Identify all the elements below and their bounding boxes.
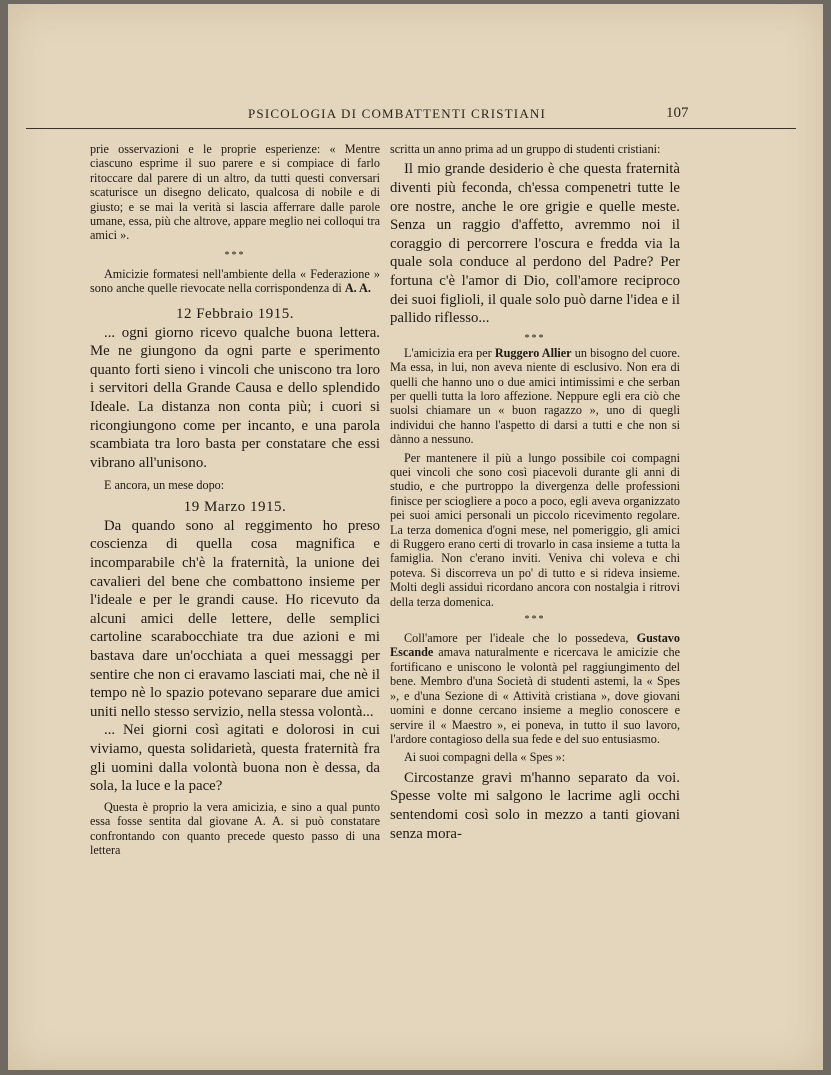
- correspondent-name: A. A.: [344, 281, 371, 296]
- letter-excerpt-5: Circostanze gravi m'hanno separato da voi. Spesse volte mi salgono le lacrime agli occhi sentendomi così solo in mezzo a tanti giovani senza mora-: [390, 769, 680, 842]
- right-paragraph-3: Per mantenere il più a lungo possibile coi compagni quei vincoli che sono così piacevoli durante gli anni di studio, e che purtroppo la divergenza delle professioni finisce per sciogliere a poco a poco, egli aveva organizzato pei suoi amici personali un piccolo ricevimento regolare. La terza domenica d'ogni mese, nel pomeriggio, gli amici di Ruggero erano certi di trovarlo in casa insieme a tutta la famiglia. Non c'erano inviti. Veniva chi voleva e chi poteva. Si discorreva un po' di tutto e si rideva insieme. Molti degli assidui ricordano ancora con nostalgia i ritrovi della terza domenica.: [390, 450, 680, 609]
- left-paragraph-2: [90, 267, 380, 296]
- right-paragraph-1: scritta un anno prima ad un gruppo di studenti cristiani:: [390, 142, 661, 156]
- letter-excerpt-1: ... ogni giorno ricevo qualche buona lettera. Me ne giungono da ogni parte e sperimento quanto forti sieno i vincoli che uniscono tra loro i servitori della Grande Causa e dello splendido Ideale. La distanza non conta più; i cuori si ricongiungono come per incanto, e una parola scambiata tra loro basta per constatare che essi vibrano all'unisono.: [90, 324, 380, 471]
- right-paragraph-5: Ai suoi compagni della « Spes »:: [404, 750, 566, 765]
- page-number: 107: [666, 105, 689, 121]
- page-sheet: [8, 4, 823, 1070]
- left-paragraph-3: E ancora, un mese dopo:: [104, 478, 225, 493]
- person-name: Gustavo Escande: [390, 631, 680, 660]
- left-paragraph-1: prie osservazioni e le proprie esperienze: « Mentre ciascuno esprime il suo parere e si compiace di farlo ritoccare dal parere di un altro, da tutti questi conversari scaturisce un disegno delicato, qualcosa di nobile e di giusto; e se mai la verità si lascia afferrare dalle parole umane, essa, più che altrove, appare meglio nei colloqui tra amici ».: [90, 142, 380, 243]
- letter-excerpt-3: ... Nei giorni così agitati e dolorosi in cui viviamo, questa solidarietà, questa fraternità fra gli uomini dalla volontà buona non è dessa, da sola, la luce e la pace?: [90, 722, 380, 795]
- left-column: [90, 142, 380, 857]
- letter-date-2: 19 Marzo 1915.: [183, 498, 287, 515]
- paragraph-text: Coll'amore per l'ideale che lo possedeva,: [404, 631, 637, 646]
- section-separator: ***: [524, 332, 546, 344]
- section-separator: ***: [224, 249, 246, 261]
- letter-excerpt-4: Il mio grande desiderio è che questa fraternità diventi più feconda, ch'essa compenetri tutte le ore nostre, anche le ore grigie e quelle meste. Senza un raggio d'affetto, avremmo noi il coraggio di percorrere l'oscura e fredda via la quale sola conduce al perdono del Padre? Per fortuna c'è l'amor di Dio, coll'amore reciproco dei suoi figlioli, il quale solo può darne l'idea e il pallido riflesso...: [390, 161, 680, 327]
- paragraph-text: L'amicizia era per: [404, 345, 495, 360]
- right-paragraph-2: [390, 346, 680, 447]
- running-header: [26, 104, 796, 129]
- left-paragraph-4: Questa è proprio la vera amicizia, e sino a qual punto essa fosse sentita dal giovane A. A. si può constatare confrontando con quanto precede questo passo di una lettera: [90, 799, 380, 857]
- paragraph-text: un bisogno del cuore. Ma essa, in lui, non aveva niente di esclusivo. Non era di quelli che hanno uno o due amici intimissimi e che serban per quelli tutta la loro affezione. Neppure egli era ciò che suolsi chiamare un « buon ragazzo », uno di quegli individui che hanno l'aspetto di darsi a tutti e che non si dànno a nessuno.: [390, 345, 680, 447]
- right-paragraph-4: [390, 631, 680, 746]
- letter-excerpt-2: Da quando sono al reggimento ho preso coscienza di quella cosa magnifica e incomparabile ch'è la fraternità, la unione dei cavalieri del bene che combattono insieme per l'ideale e per le grandi cause. Ho ricevuto da alcuni amici delle lettere, delle semplici cartoline scarabocchiate tra due azioni e mi bastava dare un'occhiata a quei messaggi per sentire che non ci eravamo lasciati mai, che nè il tempo nè lo spazio potevano separare due amici uniti nello stesso servizio, nella stessa volontà...: [90, 517, 380, 720]
- paragraph-text: Amicizie formatesi nell'ambiente della « Federazione » sono anche quelle rievocate nella corrispondenza di: [90, 266, 380, 296]
- right-column: [390, 142, 680, 843]
- running-title: PSICOLOGIA DI COMBATTENTI CRISTIANI: [248, 106, 547, 121]
- section-separator: ***: [524, 614, 546, 626]
- paragraph-text: amava naturalmente e ricercava le amicizie che fortificano e uniscono le volontà pel raggiungimento del bene. Membro d'una Società di studenti astemi, la « Spes », e d'una Sezione di « Attività cristiana », dove giovani uomini e donne cercano insieme a meglio conoscere e servire il « Maestro », ei poneva, in tutto il suo lavoro, l'ardore contagioso della sua fede e del suo entusiasmo.: [390, 645, 680, 746]
- person-name: Ruggero Allier: [494, 345, 572, 360]
- letter-date-1: 12 Febbraio 1915.: [175, 305, 295, 322]
